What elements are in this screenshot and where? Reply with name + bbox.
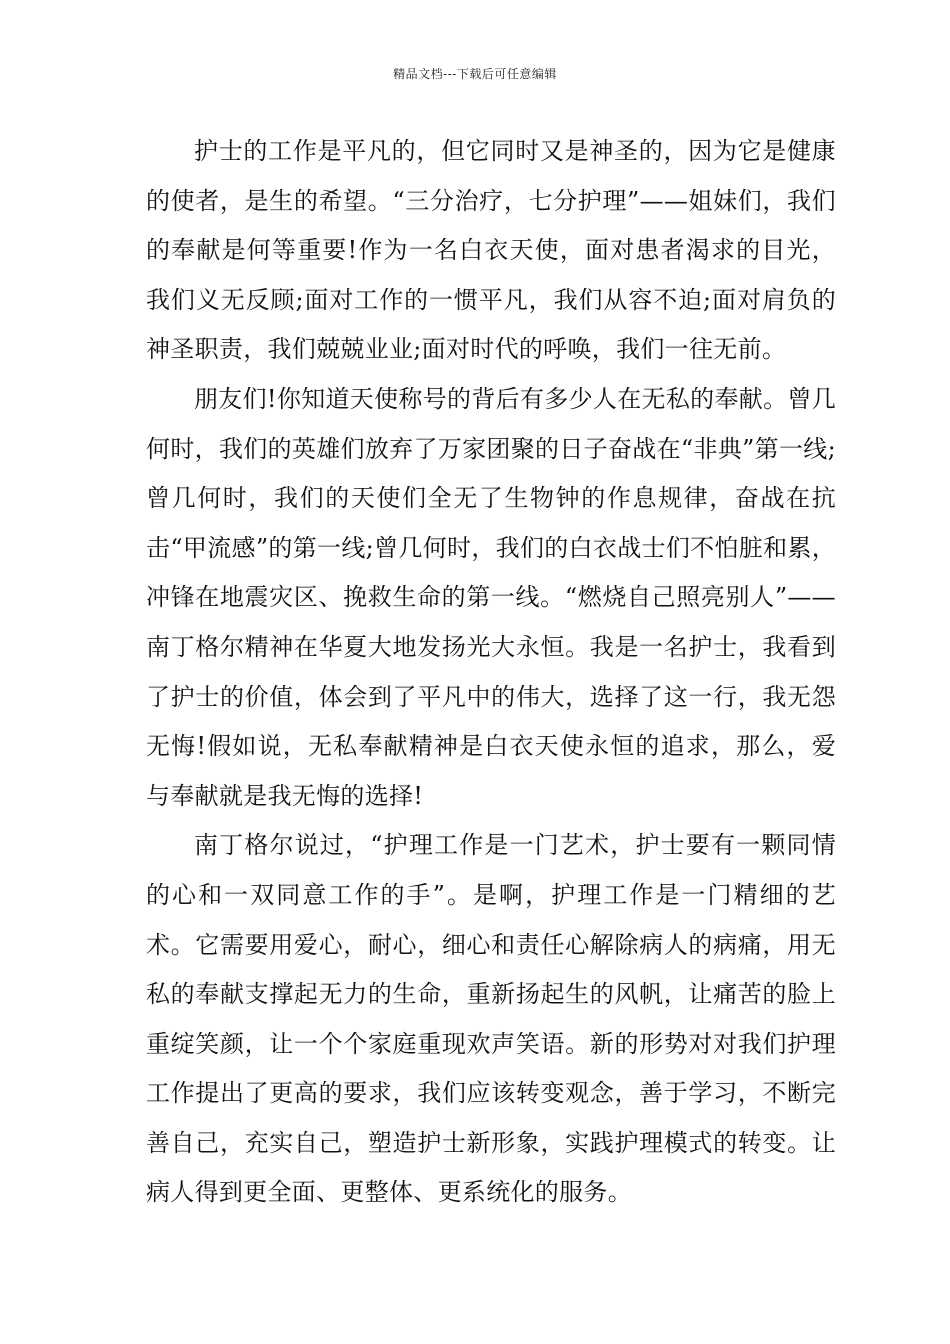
paragraph-2: 朋友们!你知道天使称号的背后有多少人在无私的奉献。曾几何时，我们的英雄们放弃了万家团聚的日子奋战在“非典”第一线;曾几何时，我们的天使们全无了生物钟的作息规律，奋战在抗击“甲流感”的第一线;曾几何时，我们的白衣战士们不怕脏和累，冲锋在地震灾区、挽救生命的第一线。“燃烧自己照亮别人”——南丁格尔精神在华夏大地发扬光大永恒。我是一名护士，我看到了护士的价值，体会到了平凡中的伟大，选择了这一行，我无怨无悔!假如说，无私奉献精神是白衣天使永恒的追求，那么，爱与奉献就是我无悔的选择! — [146, 384, 836, 810]
paragraph-3: 南丁格尔说过，“护理工作是一门艺术，护士要有一颗同情的心和一双同意工作的手”。是啊，护理工作是一门精细的艺术。它需要用爱心，耐心，细心和责任心解除病人的病痛，用无私的奉献支撑起无力的生命，重新扬起生的风帆，让痛苦的脸上重绽笑颜，让一个个家庭重现欢声笑语。新的形势对对我们护理工作提出了更高的要求，我们应该转变观念，善于学习，不断完善自己，充实自己，塑造护士新形象，实践护理模式的转变。让病人得到更全面、更整体、更系统化的服务。 — [146, 831, 836, 1207]
paragraph-1: 护士的工作是平凡的，但它同时又是神圣的，因为它是健康的使者，是生的希望。“三分治疗，七分护理”——姐妹们，我们的奉献是何等重要!作为一名白衣天使，面对患者渴求的目光，我们义无反顾;面对工作的一惯平凡，我们从容不迫;面对肩负的神圣职责，我们兢兢业业;面对时代的呼唤，我们一往无前。 — [146, 137, 836, 364]
page-header: 精品文档---下载后可任意编辑 — [393, 67, 557, 81]
document-body — [146, 127, 836, 1218]
